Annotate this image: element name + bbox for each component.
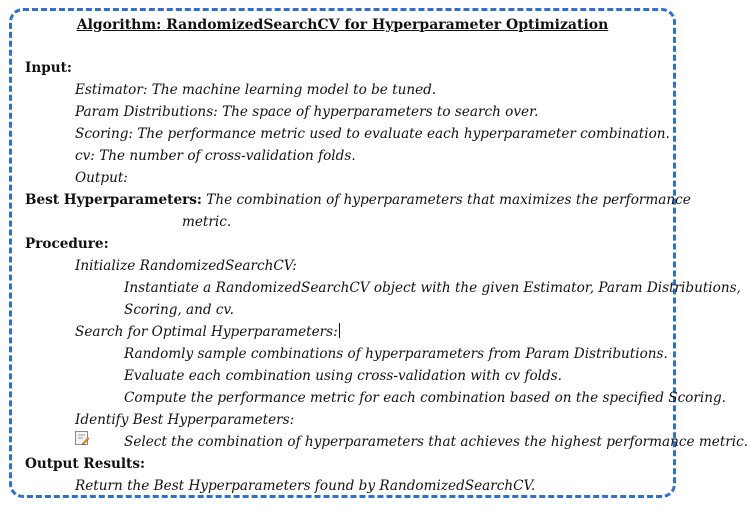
best-hyperparameters-text-continued: metric. bbox=[182, 214, 232, 230]
input-output-label: Output: bbox=[75, 170, 128, 186]
best-hyperparameters-line bbox=[25, 190, 691, 210]
output-colon: : bbox=[139, 456, 146, 472]
best-hyperparameters-text: The combination of hyperparameters that maximizes the performance bbox=[206, 192, 691, 208]
step-identify-title: Identify Best Hyperparameters: bbox=[75, 412, 295, 428]
input-param-distributions: Param Distributions: The space of hyperparameters to search over. bbox=[75, 104, 539, 120]
step-search-title-line bbox=[75, 322, 340, 342]
algorithm-title: Algorithm: RandomizedSearchCV for Hyperparameter Optimization bbox=[76, 17, 609, 33]
input-estimator: Estimator: The machine learning model to be tuned. bbox=[75, 82, 437, 98]
output-results-heading-line bbox=[25, 454, 145, 474]
step-initialize-title: Initialize RandomizedSearchCV: bbox=[75, 258, 297, 274]
procedure-heading: Procedure bbox=[25, 236, 104, 252]
procedure-colon: : bbox=[103, 236, 109, 252]
input-scoring: Scoring: The performance metric used to evaluate each hyperparameter combination. bbox=[75, 126, 670, 142]
input-heading-line bbox=[25, 58, 72, 78]
input-cv: cv: The number of cross-validation folds. bbox=[75, 148, 356, 164]
step-identify-line: Select the combination of hyperparameters that achieves the highest performance metric. bbox=[124, 434, 748, 450]
input-heading: Input bbox=[25, 60, 67, 76]
step-search-line-2: Evaluate each combination using cross-validation with cv folds. bbox=[124, 368, 563, 384]
step-search-line-3: Compute the performance metric for each combination based on the specified Scoring. bbox=[124, 390, 726, 406]
step-search-title: Search for Optimal Hyperparameters: bbox=[75, 324, 338, 340]
step-initialize-line-2: Scoring, and cv. bbox=[124, 302, 234, 318]
step-search-line-1: Randomly sample combinations of hyperparameters from Param Distributions. bbox=[124, 346, 668, 362]
note-edit-icon[interactable] bbox=[74, 430, 90, 446]
step-initialize-line-1: Instantiate a RandomizedSearchCV object with the given Estimator, Param Distributions, bbox=[124, 280, 741, 296]
output-results-heading: Output Results bbox=[25, 456, 140, 472]
output-results-line: Return the Best Hyperparameters found by RandomizedSearchCV. bbox=[75, 478, 536, 494]
best-colon: : bbox=[196, 192, 202, 208]
best-hyperparameters-heading: Best Hyperparameters bbox=[25, 192, 197, 208]
input-colon: : bbox=[66, 60, 72, 76]
procedure-heading-line bbox=[25, 234, 109, 254]
text-cursor bbox=[339, 323, 340, 338]
